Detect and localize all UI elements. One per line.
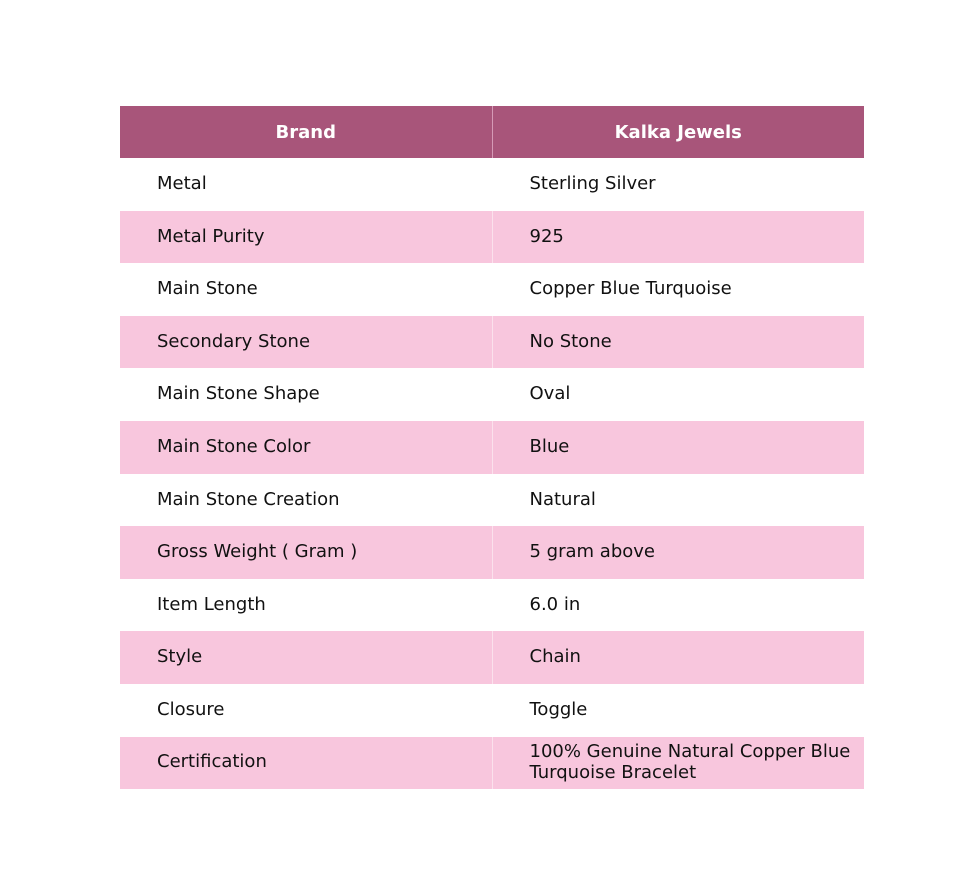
spec-value-style: Chain [492,631,864,684]
spec-label-secondary-stone: Secondary Stone [120,316,492,369]
spec-label-main-stone-color: Main Stone Color [120,421,492,474]
header-row [120,106,864,158]
spec-label-main-stone: Main Stone [120,263,492,316]
spec-value-main-stone-shape: Oval [492,368,864,421]
table-row [120,579,864,632]
table-row [120,211,864,264]
table-row [120,263,864,316]
product-spec-table [120,106,864,789]
spec-label-main-stone-shape: Main Stone Shape [120,368,492,421]
table-row [120,368,864,421]
spec-value-main-stone-color: Blue [492,421,864,474]
table-row [120,316,864,369]
spec-value-secondary-stone: No Stone [492,316,864,369]
spec-value-closure: Toggle [492,684,864,737]
table-row [120,474,864,527]
spec-label-style: Style [120,631,492,684]
spec-label-gross-weight: Gross Weight ( Gram ) [120,526,492,579]
spec-value-main-stone-creation: Natural [492,474,864,527]
spec-value-metal-purity: 925 [492,211,864,264]
spec-label-main-stone-creation: Main Stone Creation [120,474,492,527]
spec-value-certification: 100% Genuine Natural Copper Blue Turquoise Bracelet [492,737,864,790]
table-header [120,106,864,158]
table-row [120,421,864,474]
spec-label-metal: Metal [120,158,492,211]
spec-value-gross-weight: 5 gram above [492,526,864,579]
spec-value-main-stone: Copper Blue Turquoise [492,263,864,316]
table-row [120,158,864,211]
table-row [120,684,864,737]
spec-value-item-length: 6.0 in [492,579,864,632]
spec-value-metal: Sterling Silver [492,158,864,211]
header-brand-value: Kalka Jewels [492,106,864,158]
spec-label-item-length: Item Length [120,579,492,632]
spec-label-certification: Certification [120,737,492,790]
table-row [120,631,864,684]
table-row [120,737,864,790]
table-row [120,526,864,579]
spec-label-metal-purity: Metal Purity [120,211,492,264]
spec-label-closure: Closure [120,684,492,737]
header-brand-label: Brand [120,106,492,158]
table-body [120,158,864,789]
